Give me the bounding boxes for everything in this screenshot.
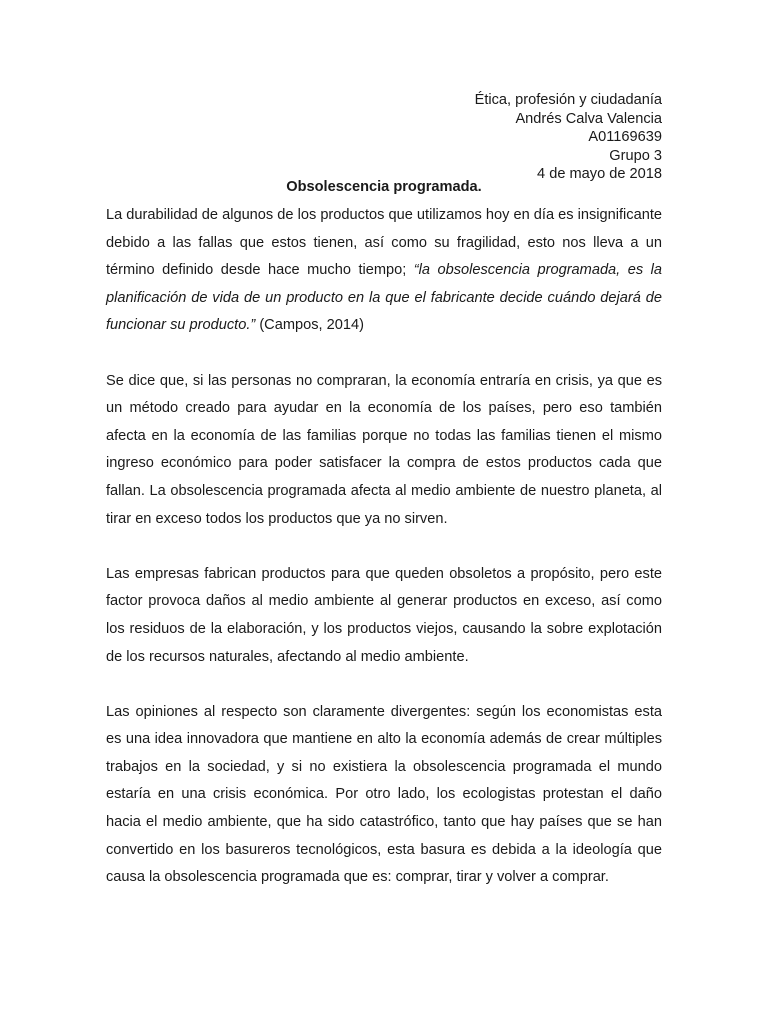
paragraph-2: Se dice que, si las personas no compraran, la economía entraría en crisis, ya que es un método creado para ayudar en la economía de los países, pero eso también afecta en la economía de las familias porque no todas las familias tienen el mismo ingreso económico para poder satisfacer la compra de estos productos cada que fallan. La obsolescencia programada afecta al medio ambiente de nuestro planeta, al tirar en exceso todos los productos que ya no sirven. — [106, 372, 662, 527]
student-id: A01169639 — [588, 129, 662, 146]
document-date: 4 de mayo de 2018 — [537, 166, 662, 183]
paragraph-4: Las opiniones al respecto son claramente divergentes: según los economistas esta es una idea innovadora que mantiene en alto la economía además de crear múltiples trabajos en la sociedad, y si no existiera la obsolescencia programada el mundo estaría en una crisis económica. Por otro lado, los ecologistas protestan el daño hacia el medio ambiente, que ha sido catastrófico, tanto que hay países que se han convertido en los basureros tecnológicos, esta basura es debida a la ideología que causa la obsolescencia programada que es: comprar, tirar y volver a comprar. — [106, 703, 662, 886]
paragraph-3: Las empresas fabrican productos para que queden obsoletos a propósito, pero este factor provoca daños al medio ambiente al generar productos en exceso, así como los residuos de la elaboración, y los productos viejos, causando la sobre explotación de los recursos naturales, afectando al medio ambiente. — [106, 565, 662, 665]
course-name: Ética, profesión y ciudadanía — [474, 92, 662, 108]
group-label: Grupo 3 — [609, 147, 662, 164]
paragraph-1-text: La durabilidad de algunos de los productos que utilizamos hoy en día es insignificante debido a las fallas que estos tienen, así como su fragilidad, esto nos lleva a un término definido desde hace mucho tiempo; — [106, 207, 662, 279]
author-name: Andrés Calva Valencia — [515, 110, 662, 127]
document-header — [475, 91, 662, 184]
paragraph-1 — [106, 202, 662, 340]
document-title: Obsolescencia programada. — [286, 179, 482, 195]
paragraph-1-quote: “la obsolescencia programada, es la planificación de vida de un producto en la que el fabricante decide cuándo dejará de funcionar su producto.” — [106, 262, 662, 334]
document-body — [106, 202, 662, 919]
paragraph-1-citation: (Campos, 2014) — [255, 317, 364, 334]
